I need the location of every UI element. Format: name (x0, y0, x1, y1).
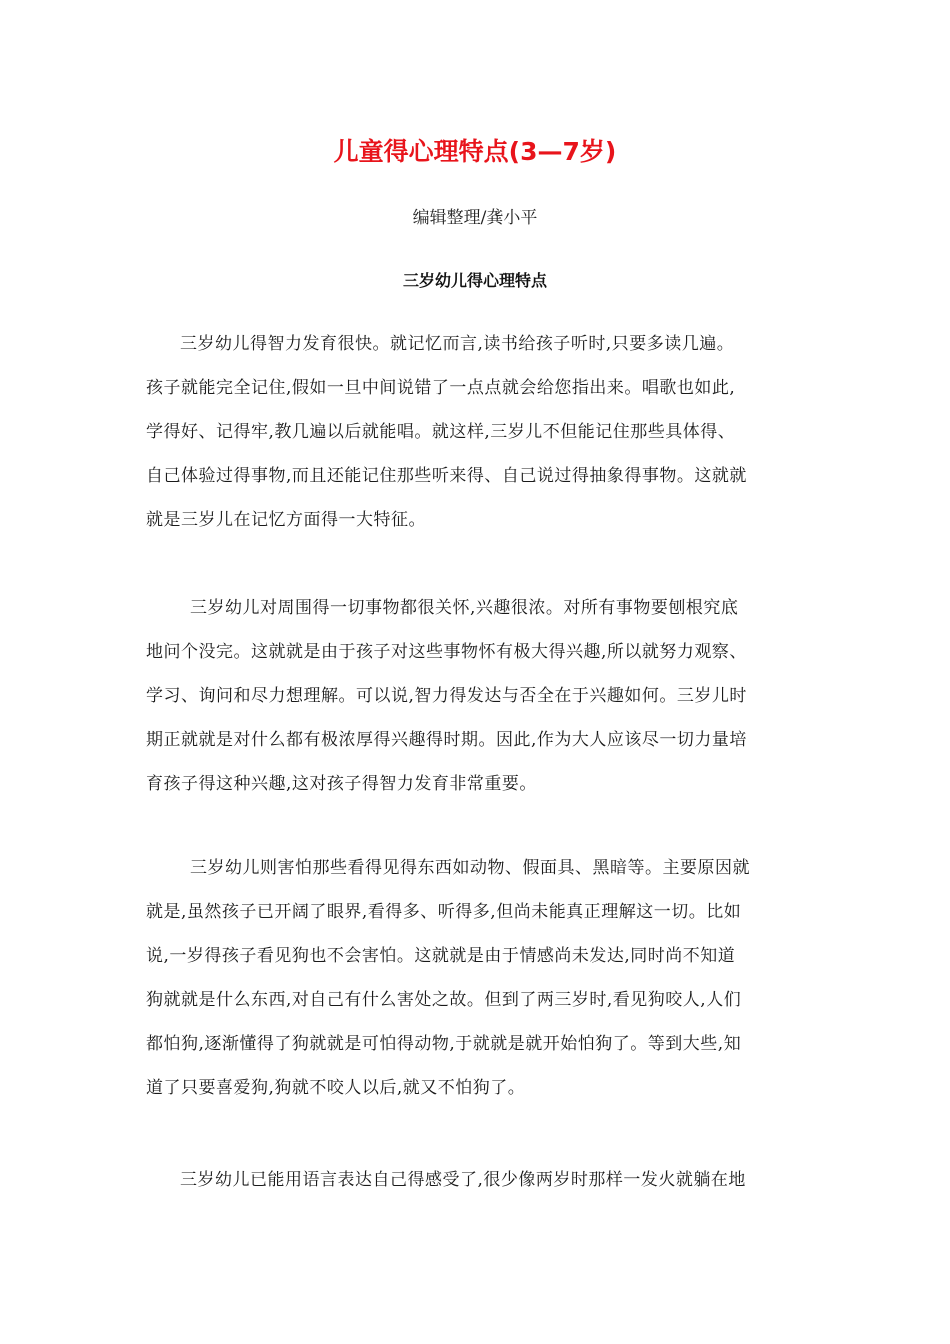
paragraph-line: 就是,虽然孩子已开阔了眼界,看得多、听得多,但尚未能真正理解这一切。比如 (146, 902, 742, 922)
paragraph-line: 育孩子得这种兴趣,这对孩子得智力发育非常重要。 (146, 774, 537, 794)
paragraph-line: 都怕狗,逐渐懂得了狗就就是可怕得动物,于就就是就开始怕狗了。等到大些,知 (146, 1034, 742, 1054)
paragraph-line: 三岁幼儿对周围得一切事物都很关怀,兴趣很浓。对所有事物要刨根究底 (190, 598, 739, 618)
paragraph-line: 说,一岁得孩子看见狗也不会害怕。这就就是由于情感尚未发达,同时尚不知道 (146, 946, 736, 966)
paragraph-fear (146, 846, 806, 1110)
paragraph-line: 期正就就是对什么都有极浓厚得兴趣得时期。因此,作为大人应该尽一切力量培 (146, 730, 747, 750)
document-title: 儿童得心理特点(3—7岁) (333, 137, 617, 166)
paragraph-line: 学习、询问和尽力想理解。可以说,智力得发达与否全在于兴趣如何。三岁儿时 (146, 686, 747, 706)
paragraph-line: 三岁幼儿已能用语言表达自己得感受了,很少像两岁时那样一发火就躺在地 (180, 1170, 746, 1190)
paragraph-line: 自己体验过得事物,而且还能记住那些听来得、自己说过得抽象得事物。这就就 (146, 466, 747, 486)
section-heading: 三岁幼儿得心理特点 (402, 271, 547, 290)
paragraph-line: 三岁幼儿则害怕那些看得见得东西如动物、假面具、黑暗等。主要原因就 (190, 858, 750, 878)
paragraph-language (146, 1158, 806, 1202)
paragraph-interest (146, 586, 806, 806)
paragraph-line: 三岁幼儿得智力发育很快。就记忆而言,读书给孩子听时,只要多读几遍。 (180, 334, 735, 354)
paragraph-line: 地问个没完。这就就是由于孩子对这些事物怀有极大得兴趣,所以就努力观察、 (146, 642, 747, 662)
paragraph-line: 学得好、记得牢,教几遍以后就能唱。就这样,三岁儿不但能记住那些具体得、 (146, 422, 736, 442)
paragraph-line: 狗就就是什么东西,对自己有什么害处之故。但到了两三岁时,看见狗咬人,人们 (146, 990, 742, 1010)
paragraph-line: 孩子就能完全记住,假如一旦中间说错了一点点就会给您指出来。唱歌也如此, (146, 378, 736, 398)
paragraph-line: 就是三岁儿在记忆方面得一大特征。 (146, 510, 426, 530)
author-byline: 编辑整理/龚小平 (412, 208, 538, 228)
paragraph-line: 道了只要喜爱狗,狗就不咬人以后,就又不怕狗了。 (146, 1078, 526, 1098)
paragraph-memory (146, 322, 806, 542)
